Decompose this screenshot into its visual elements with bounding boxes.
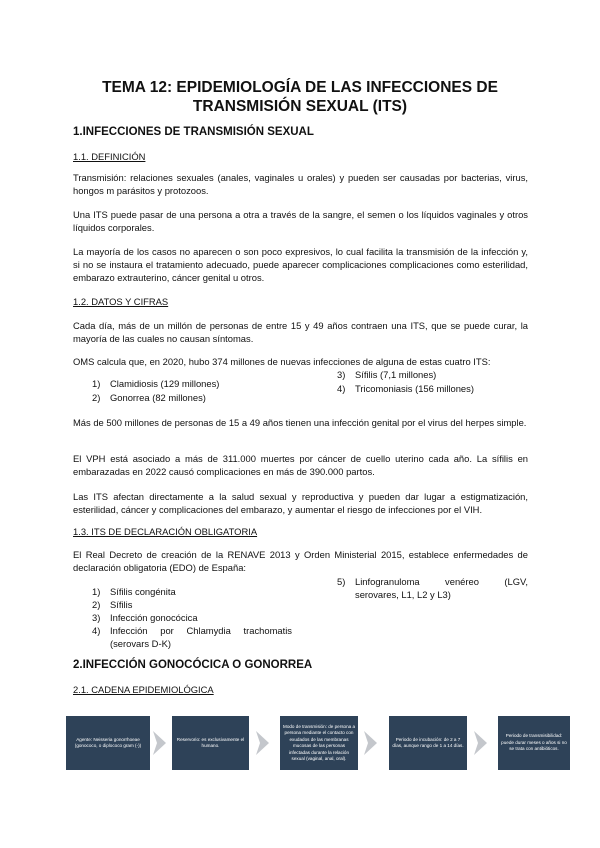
data-paragraph-1: Cada día, más de un millón de personas de entre 15 y 49 años contraen una ITS, que se puede curar, la mayoría de las cuales no causan síntomas. [73, 320, 528, 344]
flow-step-reservoir: Reservorio: es exclusivamente el humano. [172, 716, 249, 770]
definition-paragraph-3: La mayoría de los casos no aparecen o son poco expresivos, lo cual facilita la transmisión de la infección y, si no se instaura el tratamiento adecuado, puede aparecer complicaciones complicaciones como esterilidad, embarazo extrauterino, cáncer genital u otros. [73, 246, 528, 283]
flow-step-transmission: Modo de transmisión: de persona a persona mediante el contacto con exudados de las membranas mucosas de las personas infectadas durante la relación sexual (vaginal, anal, oral). [280, 716, 358, 770]
list-item: 1) Clamidiosis (129 millones) [92, 378, 220, 389]
subsection-1-1-heading: 1.1. DEFINICIÓN [73, 151, 146, 162]
flow-step-transmissibility: Periodo de transmisibilidad: puede durar meses o años si no se trata con antibióticos. [498, 716, 570, 770]
section-2-heading: 2.INFECCIÓN GONOCÓCICA O GONORREA [73, 659, 313, 671]
list-item: 3) Infección gonocócica [92, 612, 198, 623]
arrow-right-icon [363, 731, 379, 755]
edo-paragraph-1: El Real Decreto de creación de la RENAVE 2013 y Orden Ministerial 2015, establece enfermedades de declaración obligatoria (EDO) de España: [73, 549, 528, 573]
subsection-1-2-heading: 1.2. DATOS Y CIFRAS [73, 296, 169, 307]
title-line-1: TEMA 12: EPIDEMIOLOGÍA DE LAS INFECCIONES DE [102, 79, 498, 96]
data-paragraph-3: Más de 500 millones de personas de 15 a 49 años tienen una infección genital por el virus del herpes simple. [73, 417, 527, 428]
title-line-2: TRANSMISIÓN SEXUAL (ITS) [192, 98, 408, 115]
flow-step-incubation: Periodo de incubación: de 2 a 7 días, aunque rango de 1 a 14 días. [389, 716, 467, 770]
list-item: 2) Gonorrea (82 millones) [92, 392, 206, 403]
arrow-right-icon [255, 731, 271, 755]
data-paragraph-2: OMS calcula que, en 2020, hubo 374 millones de nuevas infecciones de alguna de estas cuatro ITS: [73, 356, 491, 367]
flow-step-agent: Agente: Neisseria gonorrhoeae (gonococo, o diplococo gram (-)) [66, 716, 150, 770]
page-title [60, 78, 540, 116]
list-item: 5) Linfogranuloma venéreo (LGV, serovares, L1, L2 y L3) [337, 576, 528, 600]
list-item: 2) Sífilis [92, 599, 133, 610]
list-item: 3) Sífilis (7,1 millones) [337, 369, 437, 380]
definition-paragraph-2: Una ITS puede pasar de una persona a otra a través de la sangre, el semen o los líquidos vaginales y otros líquidos corporales. [73, 209, 528, 233]
data-paragraph-4: El VPH está asociado a más de 311.000 muertes por cáncer de cuello uterino cada año. La sífilis en embarazadas en 2022 causó complicaciones en más de 390.000 partos. [73, 453, 528, 477]
arrow-right-icon [152, 731, 168, 755]
definition-paragraph-1: Transmisión: relaciones sexuales (anales, vaginales u orales) y pueden ser causadas por bacterias, virus, hongos m parásitos y protozoos. [73, 172, 528, 196]
list-item: 4) Tricomoniasis (156 millones) [337, 383, 474, 394]
subsection-2-1-heading: 2.1. CADENA EPIDEMIOLÓGICA [73, 684, 214, 695]
data-paragraph-5: Las ITS afectan directamente a la salud sexual y reproductiva y pueden dar lugar a estigmatización, esterilidad, cáncer y complicaciones del embarazo, y aumentar el riesgo de infecciones por el VIH. [73, 491, 528, 515]
arrow-right-icon [473, 731, 489, 755]
section-1-heading: 1.INFECCIONES DE TRANSMISIÓN SEXUAL [73, 126, 314, 138]
list-item: 4) Infección por Chlamydia trachomatis (serovars D-K) [92, 625, 292, 649]
list-item: 1) Sífilis congénita [92, 586, 176, 597]
subsection-1-3-heading: 1.3. ITS DE DECLARACIÓN OBLIGATORIA [73, 526, 258, 537]
